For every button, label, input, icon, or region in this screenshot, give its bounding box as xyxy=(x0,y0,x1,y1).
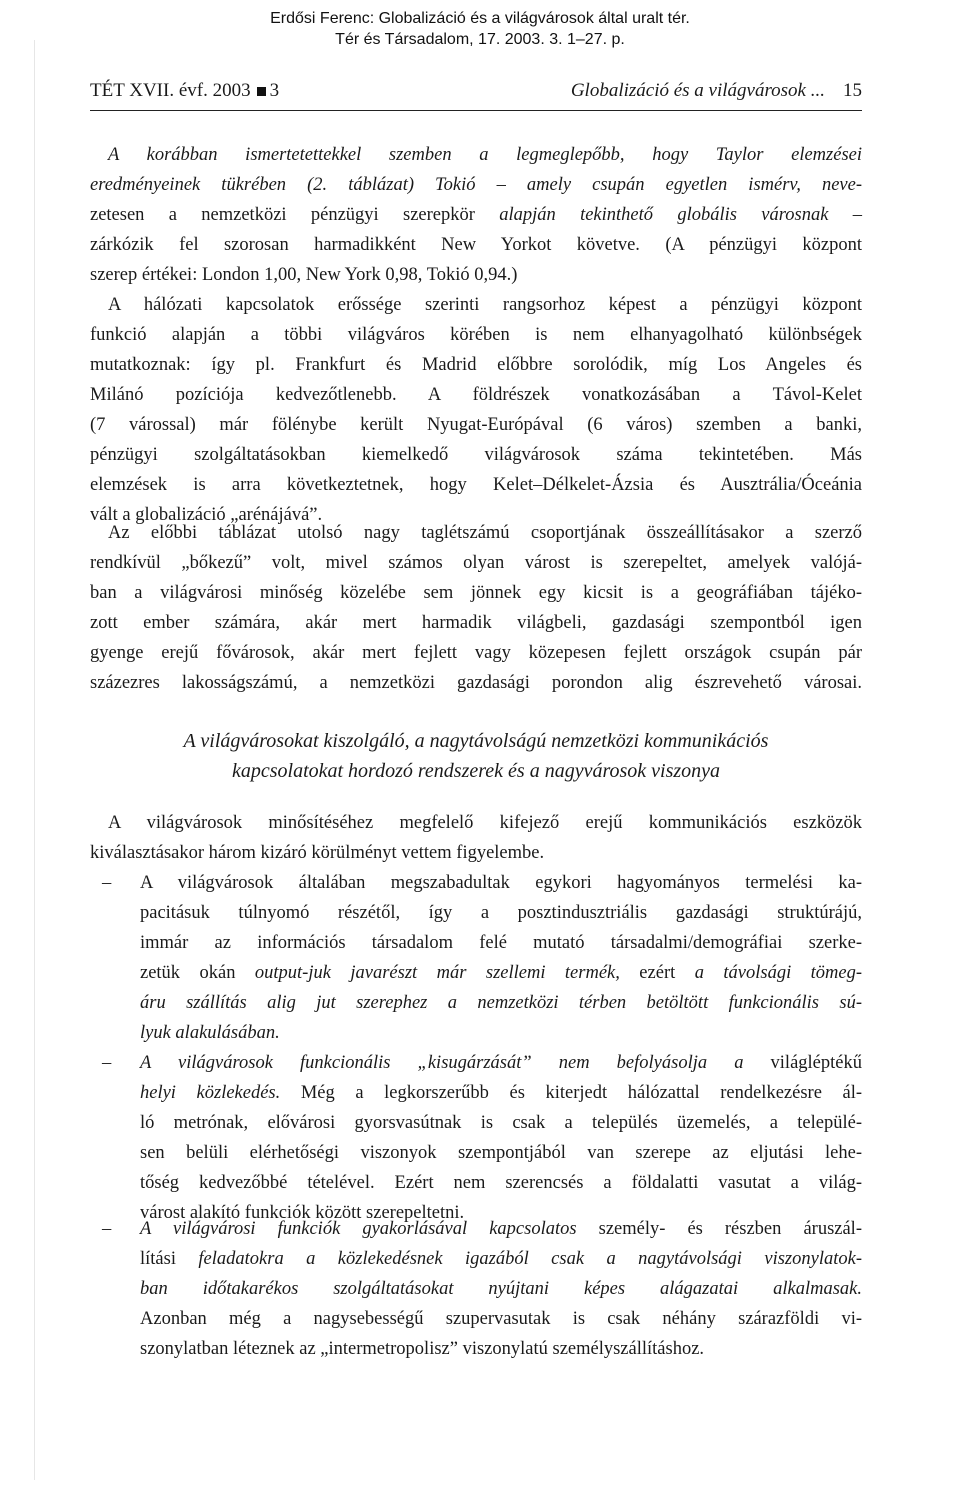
text-line: százezres lakosságszámú, a nemzetközi gazdasági porondon alig észrevehető városai. xyxy=(90,673,862,693)
text-line: A világvárosok funkcionális „kisugárzását” nem befolyásolja a világléptékű xyxy=(140,1053,862,1073)
square-bullet-icon xyxy=(257,87,266,96)
journal-label: TÉT XVII. évf. 2003 xyxy=(90,80,251,101)
text-line: várost alakító funkciók között szerepeltetni. xyxy=(140,1203,465,1223)
text-line: Az előbbi táblázat utolsó nagy taglétszámú csoportjának összeállításakor a szerző xyxy=(108,523,862,543)
dash-marker: – xyxy=(102,873,112,893)
text-line: kiválasztásakor három kizáró körülményt vettem figyelembe. xyxy=(90,843,545,863)
text-line: A hálózati kapcsolatok erőssége szerinti rangsorhoz képest a pénzügyi központ xyxy=(108,295,862,315)
text-line: ban időtakarékos szolgáltatásokat nyújtani képes alágazatai alkalmasak. xyxy=(140,1279,862,1299)
running-header-left xyxy=(90,80,279,102)
text-line: szonylatban léteznek az „intermetropolisz” viszonylatú személyszállításhoz. xyxy=(140,1339,705,1359)
text-line: A világvárosok általában megszabadultak egykori hagyományos termelési ka- xyxy=(140,873,862,893)
dash-marker: – xyxy=(102,1053,112,1073)
text-line: áru szállítás alig jut szerephez a nemzetközi térben betöltött funkcionális sú- xyxy=(140,993,862,1013)
text-line: (7 várossal) már fölénybe került Nyugat-Európával (6 város) szemben a banki, xyxy=(90,415,862,435)
text-line: lítási feladatokra a közlekedésnek igazából csak a nagytávolsági viszonylatok- xyxy=(140,1249,862,1269)
text-line: A világvárosok minősítéséhez megfelelő kifejező erejű kommunikációs eszközök xyxy=(108,813,862,833)
text-line: pénzügyi szolgáltatásokban kiemelkedő világvárosok száma tekintetében. Más xyxy=(90,445,862,465)
text-line: zott ember számára, akár mert harmadik világbeli, gazdasági szempontból igen xyxy=(90,613,862,633)
dash-marker: – xyxy=(102,1219,112,1239)
text-line: A korábban ismertetettekkel szemben a legmeglepőbb, hogy Taylor elemzései xyxy=(108,145,862,165)
text-line: Milánó pozíciója kedvezőtlenebb. A földrészek vonatkozásában a Távol-Kelet xyxy=(90,385,862,405)
section-heading-line-2: kapcsolatokat hordozó rendszerek és a nagyvárosok viszonya xyxy=(231,760,721,782)
citation-line-2: Tér és Társadalom, 17. 2003. 3. 1–27. p. xyxy=(335,31,625,48)
page-number: 15 xyxy=(843,80,862,101)
text-line: Azonban még a nagysebességű szupervasutak is csak néhány szárazföldi vi- xyxy=(140,1309,862,1329)
text-line: mutatkoznak: így pl. Frankfurt és Madrid előbbre sorolódik, míg Los Angeles és xyxy=(90,355,862,375)
text-line: ban a világvárosi minőség közelébe sem jönnek egy kicsit is a geográfiában tájéko- xyxy=(90,583,862,603)
text-line: szerep értékei: London 1,00, New York 0,98, Tokió 0,94.) xyxy=(90,265,518,285)
text-line: funkció alapján a többi világváros körében is nem elhanyagolható különbségek xyxy=(90,325,862,345)
text-line: elemzések is arra következtetnek, hogy Kelet–Délkelet-Ázsia és Ausztrália/Óceánia xyxy=(90,475,862,495)
text-line: gyenge erejű fővárosok, akár mert fejlett vagy közepesen fejlett országok csupán pár xyxy=(90,643,862,663)
text-line: vált a globalizáció „arénájává”. xyxy=(90,505,323,525)
running-header xyxy=(90,80,862,111)
issue-number: 3 xyxy=(269,80,280,101)
text-line: eredményeinek tükrében (2. táblázat) Tokió – amely csupán egyetlen ismérv, neve- xyxy=(90,175,862,195)
citation-line-1: Erdősi Ferenc: Globalizáció és a világvárosok által uralt tér. xyxy=(270,10,690,27)
running-header-right xyxy=(571,80,862,102)
text-line: zetük okán output-juk javarészt már szellemi termék, ezért a távolsági tömeg- xyxy=(140,963,863,983)
text-line: immár az információs társadalom felé mutató társadalmi/demográfiai szerke- xyxy=(140,933,862,953)
citation-header xyxy=(0,8,960,50)
section-heading xyxy=(90,726,862,786)
text-line: rendkívül „bőkezű” volt, mivel számos olyan várost is szerepeltet, amelyek valójá- xyxy=(90,553,862,573)
text-line: lyuk alakulásában. xyxy=(140,1023,280,1043)
section-heading-line-1: A világvárosokat kiszolgáló, a nagytávolságú nemzetközi kommunikációs xyxy=(183,730,769,752)
article-short-title: Globalizáció és a világvárosok ... xyxy=(570,80,825,101)
text-line: sen belüli elérhetőségi viszonyok szempontjából van szerepe az eljutási lehe- xyxy=(140,1143,862,1163)
text-line: ló metrónak, elővárosi gyorsvasútnak is csak a település üzemelés, a települé- xyxy=(140,1113,862,1133)
text-line: A világvárosi funkciók gyakorlásával kapcsolatos személy- és részben áruszál- xyxy=(140,1219,862,1239)
text-line: tőség kedvezőbbé tételével. Ezért nem szerencsés a földalatti vasutat a világ- xyxy=(140,1173,862,1193)
text-line: pacitásuk túlnyomó részétől, így a posztindusztriális gazdasági struktúrájú, xyxy=(140,903,862,923)
text-line: helyi közlekedés. Még a legkorszerűbb és kiterjedt hálózattal rendelkezésre ál- xyxy=(140,1083,862,1103)
text-line: zárkózik fel szorosan harmadikként New Yorkot követve. (A pénzügyi központ xyxy=(90,235,862,255)
text-line: zetesen a nemzetközi pénzügyi szerepkör alapján tekinthető globális városnak – xyxy=(90,205,862,225)
scan-edge xyxy=(34,40,35,1480)
